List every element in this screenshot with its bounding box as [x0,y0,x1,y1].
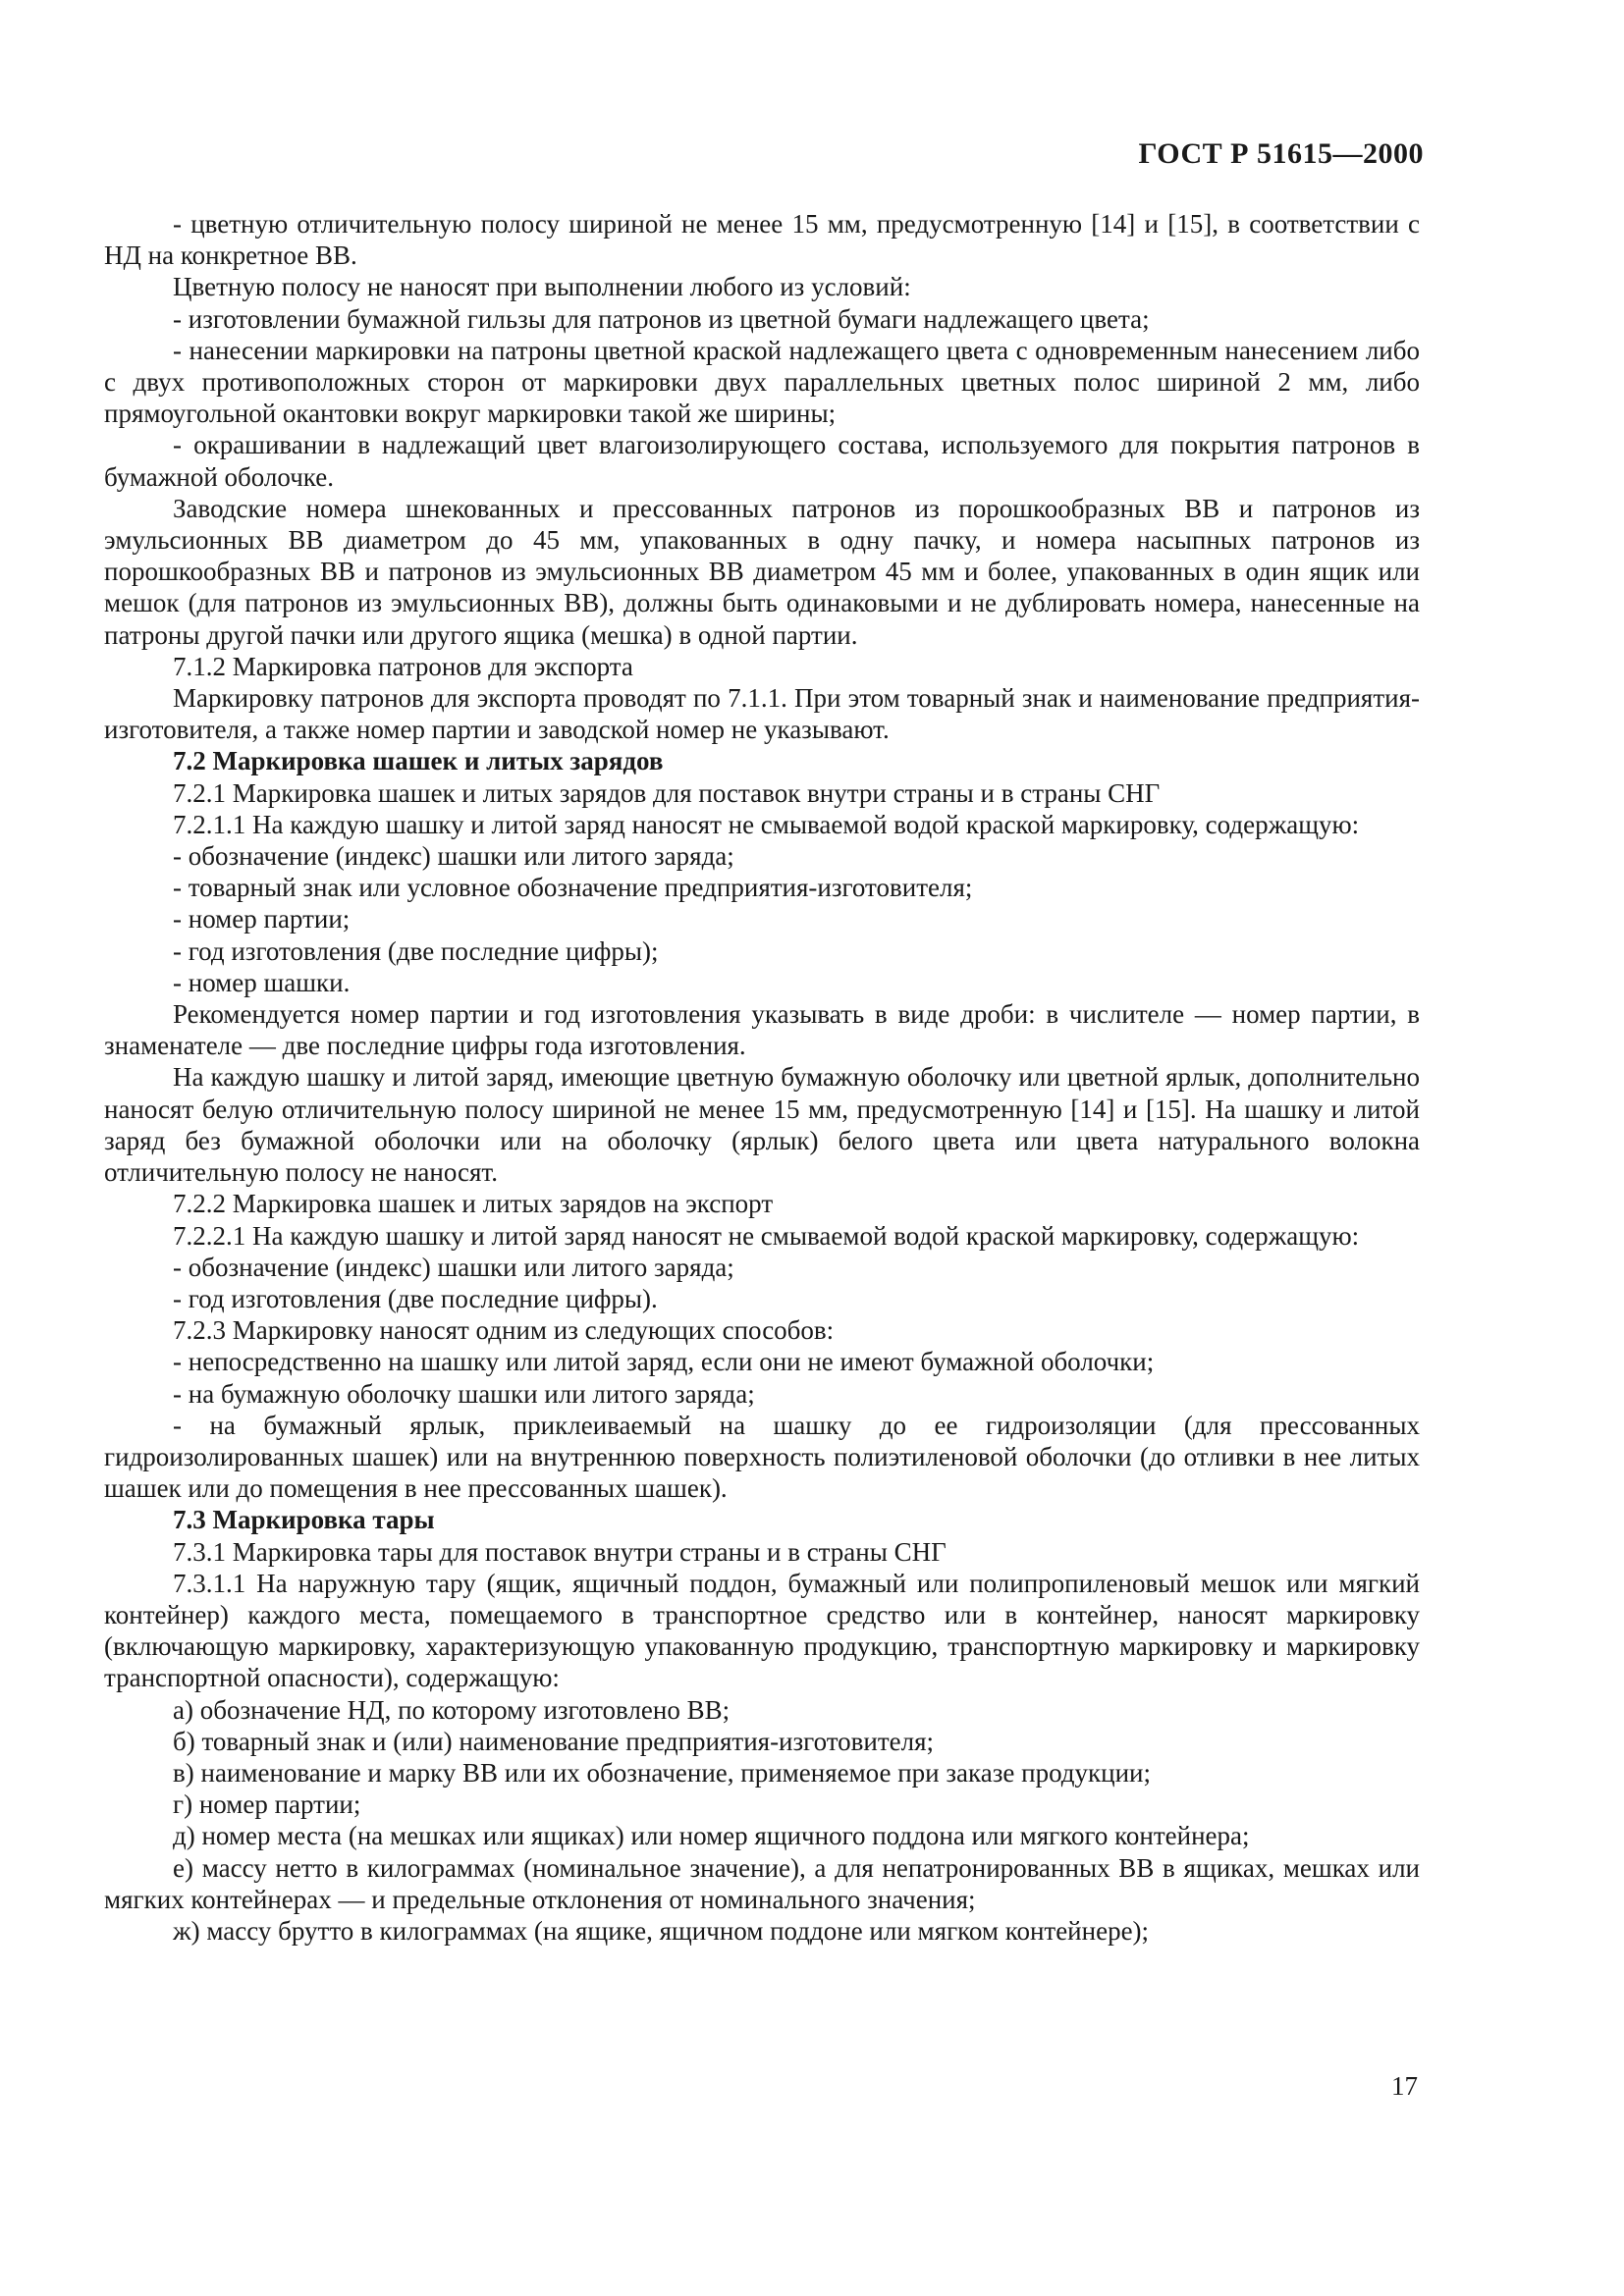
paragraph: - окрашивании в надлежащий цвет влагоизолирующего состава, используемого для покрытия патронов в бумажной оболочке. [104,430,1420,492]
section-heading: 7.2 Маркировка шашек и литых зарядов [173,746,664,776]
paragraph: 7.2.2 Маркировка шашек и литых зарядов на экспорт [173,1189,774,1219]
paragraph: е) массу нетто в килограммах (номинальное значение), а для непатронированных ВВ в ящиках, мешках или мягких контейнерах — и предельные отклонения от номинального значения; [104,1852,1420,1914]
paragraph: - непосредственно на шашку или литой заряд, если они не имеют бумажной оболочки; [173,1347,1155,1377]
paragraph: 7.2.1 Маркировка шашек и литых зарядов для поставок внутри страны и в страны СНГ [173,777,1161,808]
paragraph: Заводские номера шнекованных и прессованных патронов из порошкообразных ВВ и патронов из эмульсионных ВВ диаметром до 45 мм, упакованных в одну пачку, и номера насыпных патронов из порошкообразных ВВ и патронов из эмульсионных ВВ диаметром 45 мм и более, упакованных в один ящик или мешок (для патронов из эмульсионных ВВ), должны быть одинаковыми и не дублировать номера, нанесенные на патроны другой пачки или другого ящика (мешка) в одной партии. [104,493,1420,650]
paragraph: в) наименование и марку ВВ или их обозначение, применяемое при заказе продукции; [173,1757,1151,1788]
page-number: 17 [1391,2071,1418,2101]
paragraph: - номер партии; [173,904,351,934]
paragraph: 7.2.3 Маркировку наносят одним из следующих способов: [173,1315,835,1346]
paragraph: Цветную полосу не наносят при выполнении любого из условий: [173,272,911,302]
paragraph: б) товарный знак и (или) наименование предприятия-изготовителя; [173,1726,935,1756]
paragraph: - товарный знак или условное обозначение предприятия-изготовителя; [173,873,973,903]
paragraph: - цветную отличительную полосу шириной не менее 15 мм, предусмотренную [14] и [15], в соответствии с НД на конкретное ВВ. [104,209,1420,271]
paragraph: На каждую шашку и литой заряд, имеющие цветную бумажную оболочку или цветной ярлык, дополнительно наносят белую отличительную полосу шириной не менее 15 мм, предусмотренную [14] и [15]. На шашку и литой заряд без бумажной оболочки или на оболочку (ярлык) белого цвета или цвета натурального волокна отличительную полосу не наносят. [104,1062,1420,1188]
paragraph: - год изготовления (две последние цифры); [173,935,659,966]
paragraph: - изготовлении бумажной гильзы для патронов из цветной бумаги надлежащего цвета; [173,303,1150,334]
paragraph: - на бумажную оболочку шашки или литого заряда; [173,1378,755,1409]
paragraph: 7.2.1.1 На каждую шашку и литой заряд наносят не смываемой водой краской маркировку, содержащую: [173,809,1360,839]
paragraph: 7.3.1 Маркировка тары для поставок внутри страны и в страны СНГ [173,1536,947,1567]
paragraph: Рекомендуется номер партии и год изготовления указывать в виде дроби: в числителе — номер партии, в знаменателе — две последние цифры года изготовления. [104,999,1420,1061]
document-header: ГОСТ Р 51615—2000 [1138,137,1424,170]
paragraph: - нанесении маркировки на патроны цветной краской надлежащего цвета с одновременным нанесением либо с двух противоположных сторон от маркировки двух параллельных цветных полос шириной 2 мм, либо прямоугольной окантовки вокруг маркировки такой же ширины; [104,335,1420,429]
paragraph: - на бумажный ярлык, приклеиваемый на шашку до ее гидроизоляции (для прессованных гидроизолированных шашек) или на внутреннюю поверхность полиэтиленовой оболочки (до отливки в нее литых шашек или до помещения в нее прессованных шашек). [104,1410,1420,1504]
paragraph: а) обозначение НД, по которому изготовлено ВВ; [173,1694,731,1725]
paragraph: 7.2.2.1 На каждую шашку и литой заряд наносят не смываемой водой краской маркировку, содержащую: [173,1220,1360,1251]
paragraph: 7.1.2 Маркировка патронов для экспорта [173,651,633,681]
paragraph: д) номер места (на мешках или ящиках) или номер ящичного поддона или мягкого контейнера; [173,1821,1250,1851]
document-body [104,208,1420,1947]
paragraph: 7.3.1.1 На наружную тару (ящик, ящичный поддон, бумажный или полипропиленовый мешок или мягкий контейнер) каждого места, помещаемого в транспортное средство или в контейнер, наносят маркировку (включающую маркировку, характеризующую упакованную продукцию, транспортную маркировку и маркировку транспортной опасности), содержащую: [104,1568,1420,1693]
paragraph: Маркировку патронов для экспорта проводят по 7.1.1. При этом товарный знак и наименование предприятия-изготовителя, а также номер партии и заводской номер не указывают. [104,683,1420,745]
section-heading: 7.3 Маркировка тары [173,1505,435,1535]
paragraph: ж) массу брутто в килограммах (на ящике, ящичном поддоне или мягком контейнере); [173,1915,1150,1946]
paragraph: - обозначение (индекс) шашки или литого заряда; [173,841,734,872]
paragraph: - номер шашки. [173,967,351,997]
paragraph: г) номер партии; [173,1789,361,1820]
paragraph: - год изготовления (две последние цифры). [173,1283,658,1313]
paragraph: - обозначение (индекс) шашки или литого заряда; [173,1252,734,1282]
